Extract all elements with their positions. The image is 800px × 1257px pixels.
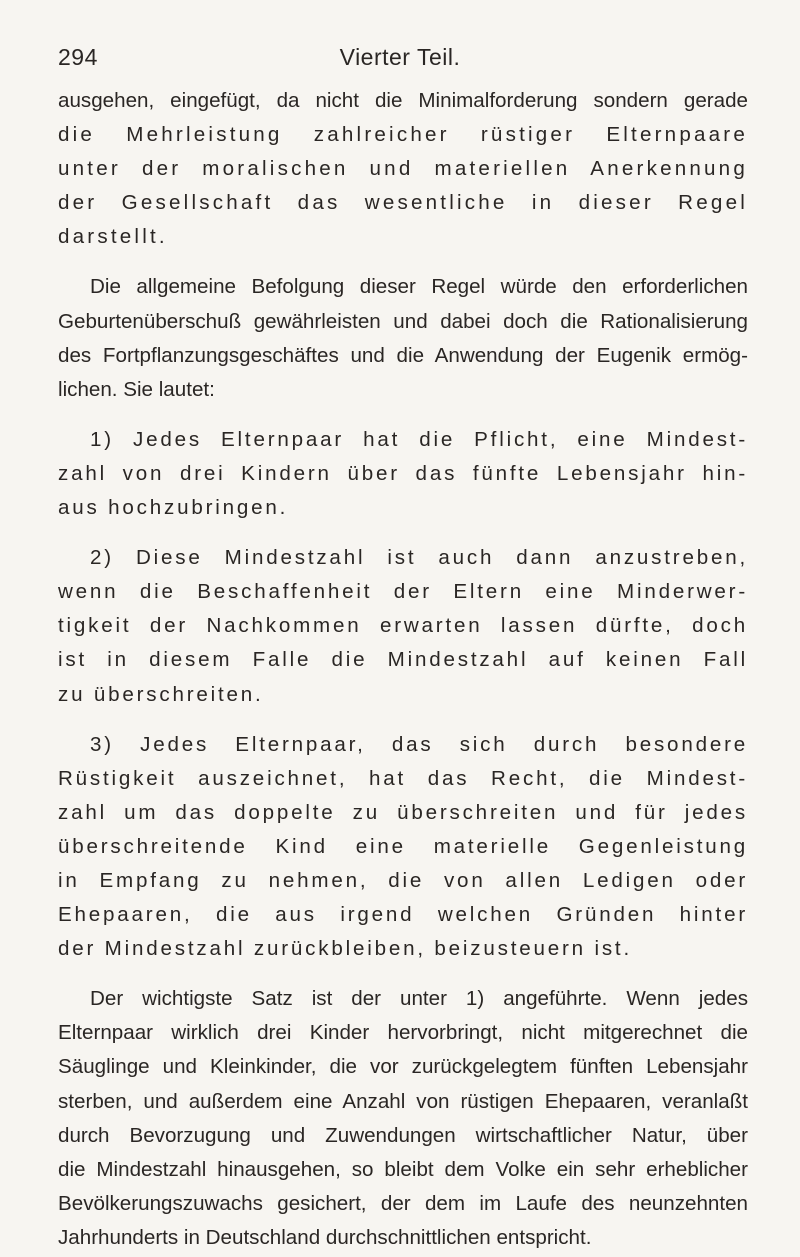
text-line-spaced: darstellt. [58,225,168,249]
text-line-spaced: unter der moralischen und materiellen Anerkennung [58,157,748,181]
text-line: sterben, und außerdem eine Anzahl von rüstigen Ehepaaren, veranlaßt [58,1089,748,1113]
text-line-spaced: der Gesellschaft das wesentliche in dieser Regel [58,191,748,215]
rule-1-line: 1) Jedes Elternpaar hat die Pflicht, eine Mindest- [90,427,748,451]
text-line: Säuglinge und Kleinkinder, die vor zurückgelegtem fünften Lebensjahr [58,1055,748,1079]
text-line-spaced: die Mehrleistung zahlreicher rüstiger Elternpaare [58,123,748,147]
text-line: Jahrhunderts in Deutschland durchschnittlichen entspricht. [58,1225,592,1249]
rule-3-line: überschreitende Kind eine materielle Gegenleistung [58,834,748,858]
rule-1-line: aus hochzubringen. [58,496,289,520]
rule-3-line: in Empfang zu nehmen, die von allen Ledigen oder [58,868,748,892]
rule-2-line: wenn die Beschaffenheit der Eltern eine Minderwer- [58,580,748,604]
text-line: lichen. Sie lautet: [58,377,215,401]
rule-2-line: ist in diesem Falle die Mindestzahl auf keinen Fall [58,648,748,672]
rule-2-line: 2) Diese Mindestzahl ist auch dann anzustreben, [90,546,748,570]
text-line: ausgehen, eingefügt, da nicht die Minimalforderung sondern gerade [58,89,748,112]
running-title: Vierter Teil. [339,44,461,70]
text-line: durch Bevorzugung und Zuwendungen wirtschaftlicher Natur, über [58,1123,748,1147]
rule-3-line: der Mindestzahl zurückbleiben, beizusteuern ist. [58,937,632,961]
body-text [58,84,748,1255]
text-line: Die allgemeine Befolgung dieser Regel würde den erforderlichen [90,275,748,299]
page-header [58,44,742,80]
text-line: Der wichtigste Satz ist der unter 1) angeführte. Wenn jedes [90,987,748,1011]
rule-2-line: zu überschreiten. [58,682,264,706]
text-line: Bevölkerungszuwachs gesichert, der dem im Laufe des neunzehnten [58,1191,748,1215]
text-line: Elternpaar wirklich drei Kinder hervorbringt, nicht mitgerechnet die [58,1021,748,1045]
rule-3-line: Ehepaaren, die aus irgend welchen Gründen hinter [58,903,748,927]
rule-3-line: Rüstigkeit auszeichnet, hat das Recht, die Mindest- [58,766,748,790]
rule-3-line: zahl um das doppelte zu überschreiten und für jedes [58,800,748,824]
text-line: des Fortpflanzungsgeschäftes und die Anwendung der Eugenik ermög- [58,343,748,367]
rule-2-line: tigkeit der Nachkommen erwarten lassen dürfte, doch [58,614,748,638]
rule-1-line: zahl von drei Kindern über das fünfte Lebensjahr hin- [58,461,748,485]
page-number: 294 [58,44,98,70]
text-line: die Mindestzahl hinausgehen, so bleibt dem Volke ein sehr erheblicher [58,1157,748,1181]
text-line: Geburtenüberschuß gewährleisten und dabei doch die Rationalisierung [58,309,748,333]
rule-3-line: 3) Jedes Elternpaar, das sich durch besondere [90,732,748,756]
